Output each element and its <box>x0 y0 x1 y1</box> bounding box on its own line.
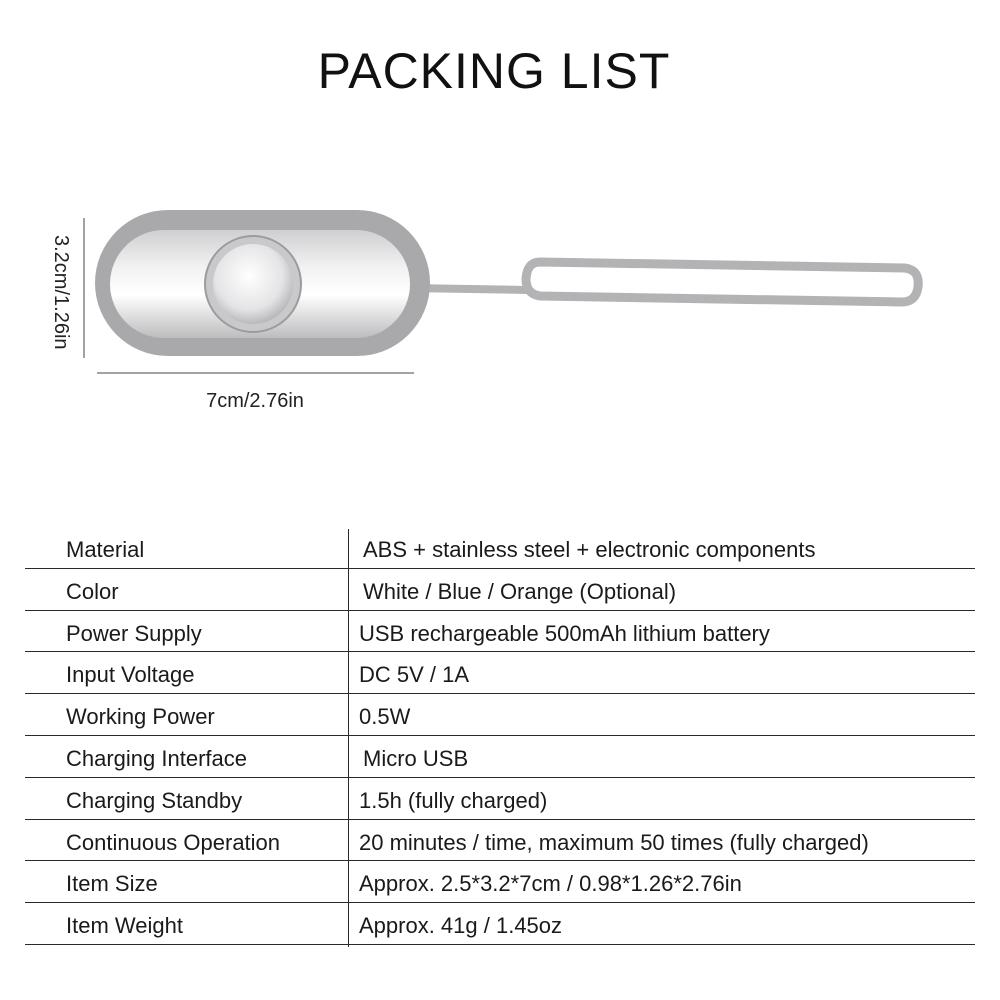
table-row <box>25 736 975 778</box>
spec-value: White / Blue / Orange (Optional) <box>363 578 677 604</box>
spec-value: 0.5W <box>359 704 411 730</box>
spec-value: 20 minutes / time, maximum 50 times (fully charged) <box>359 829 869 855</box>
height-dimension-label: 3.2cm/1.26in <box>50 234 72 350</box>
spec-value: Approx. 41g / 1.45oz <box>359 913 563 939</box>
spec-label: Input Voltage <box>66 662 195 688</box>
table-row <box>25 569 975 611</box>
table-row <box>25 861 975 903</box>
page-title: PACKING LIST <box>317 43 671 99</box>
power-button <box>213 244 293 324</box>
table-row <box>25 694 975 736</box>
spec-value: Approx. 2.5*3.2*7cm / 0.98*1.26*2.76in <box>359 871 742 897</box>
table-row <box>25 611 975 653</box>
table-row <box>25 527 975 569</box>
spec-value: ABS + stainless steel + electronic components <box>363 537 816 562</box>
spec-label: Color <box>66 578 119 604</box>
spec-label: Item Size <box>66 871 158 897</box>
spec-label: Working Power <box>66 704 215 730</box>
spec-label: Charging Interface <box>66 745 247 771</box>
spec-value: USB rechargeable 500mAh lithium battery <box>359 620 770 646</box>
spec-table <box>25 527 975 945</box>
spec-label: Power Supply <box>66 620 202 646</box>
spec-value: 1.5h (fully charged) <box>359 787 548 813</box>
table-row <box>25 820 975 862</box>
spec-label: Material <box>66 537 145 562</box>
strap-loop <box>408 262 918 302</box>
table-row <box>25 903 975 945</box>
spec-label: Charging Standby <box>66 787 243 813</box>
table-row <box>25 652 975 694</box>
width-dimension-label: 7cm/2.76in <box>206 390 304 412</box>
table-row <box>25 778 975 820</box>
spec-value: Micro USB <box>363 745 469 771</box>
spec-label: Continuous Operation <box>66 829 281 855</box>
spec-value: DC 5V / 1A <box>359 662 470 688</box>
spec-label: Item Weight <box>66 913 183 939</box>
